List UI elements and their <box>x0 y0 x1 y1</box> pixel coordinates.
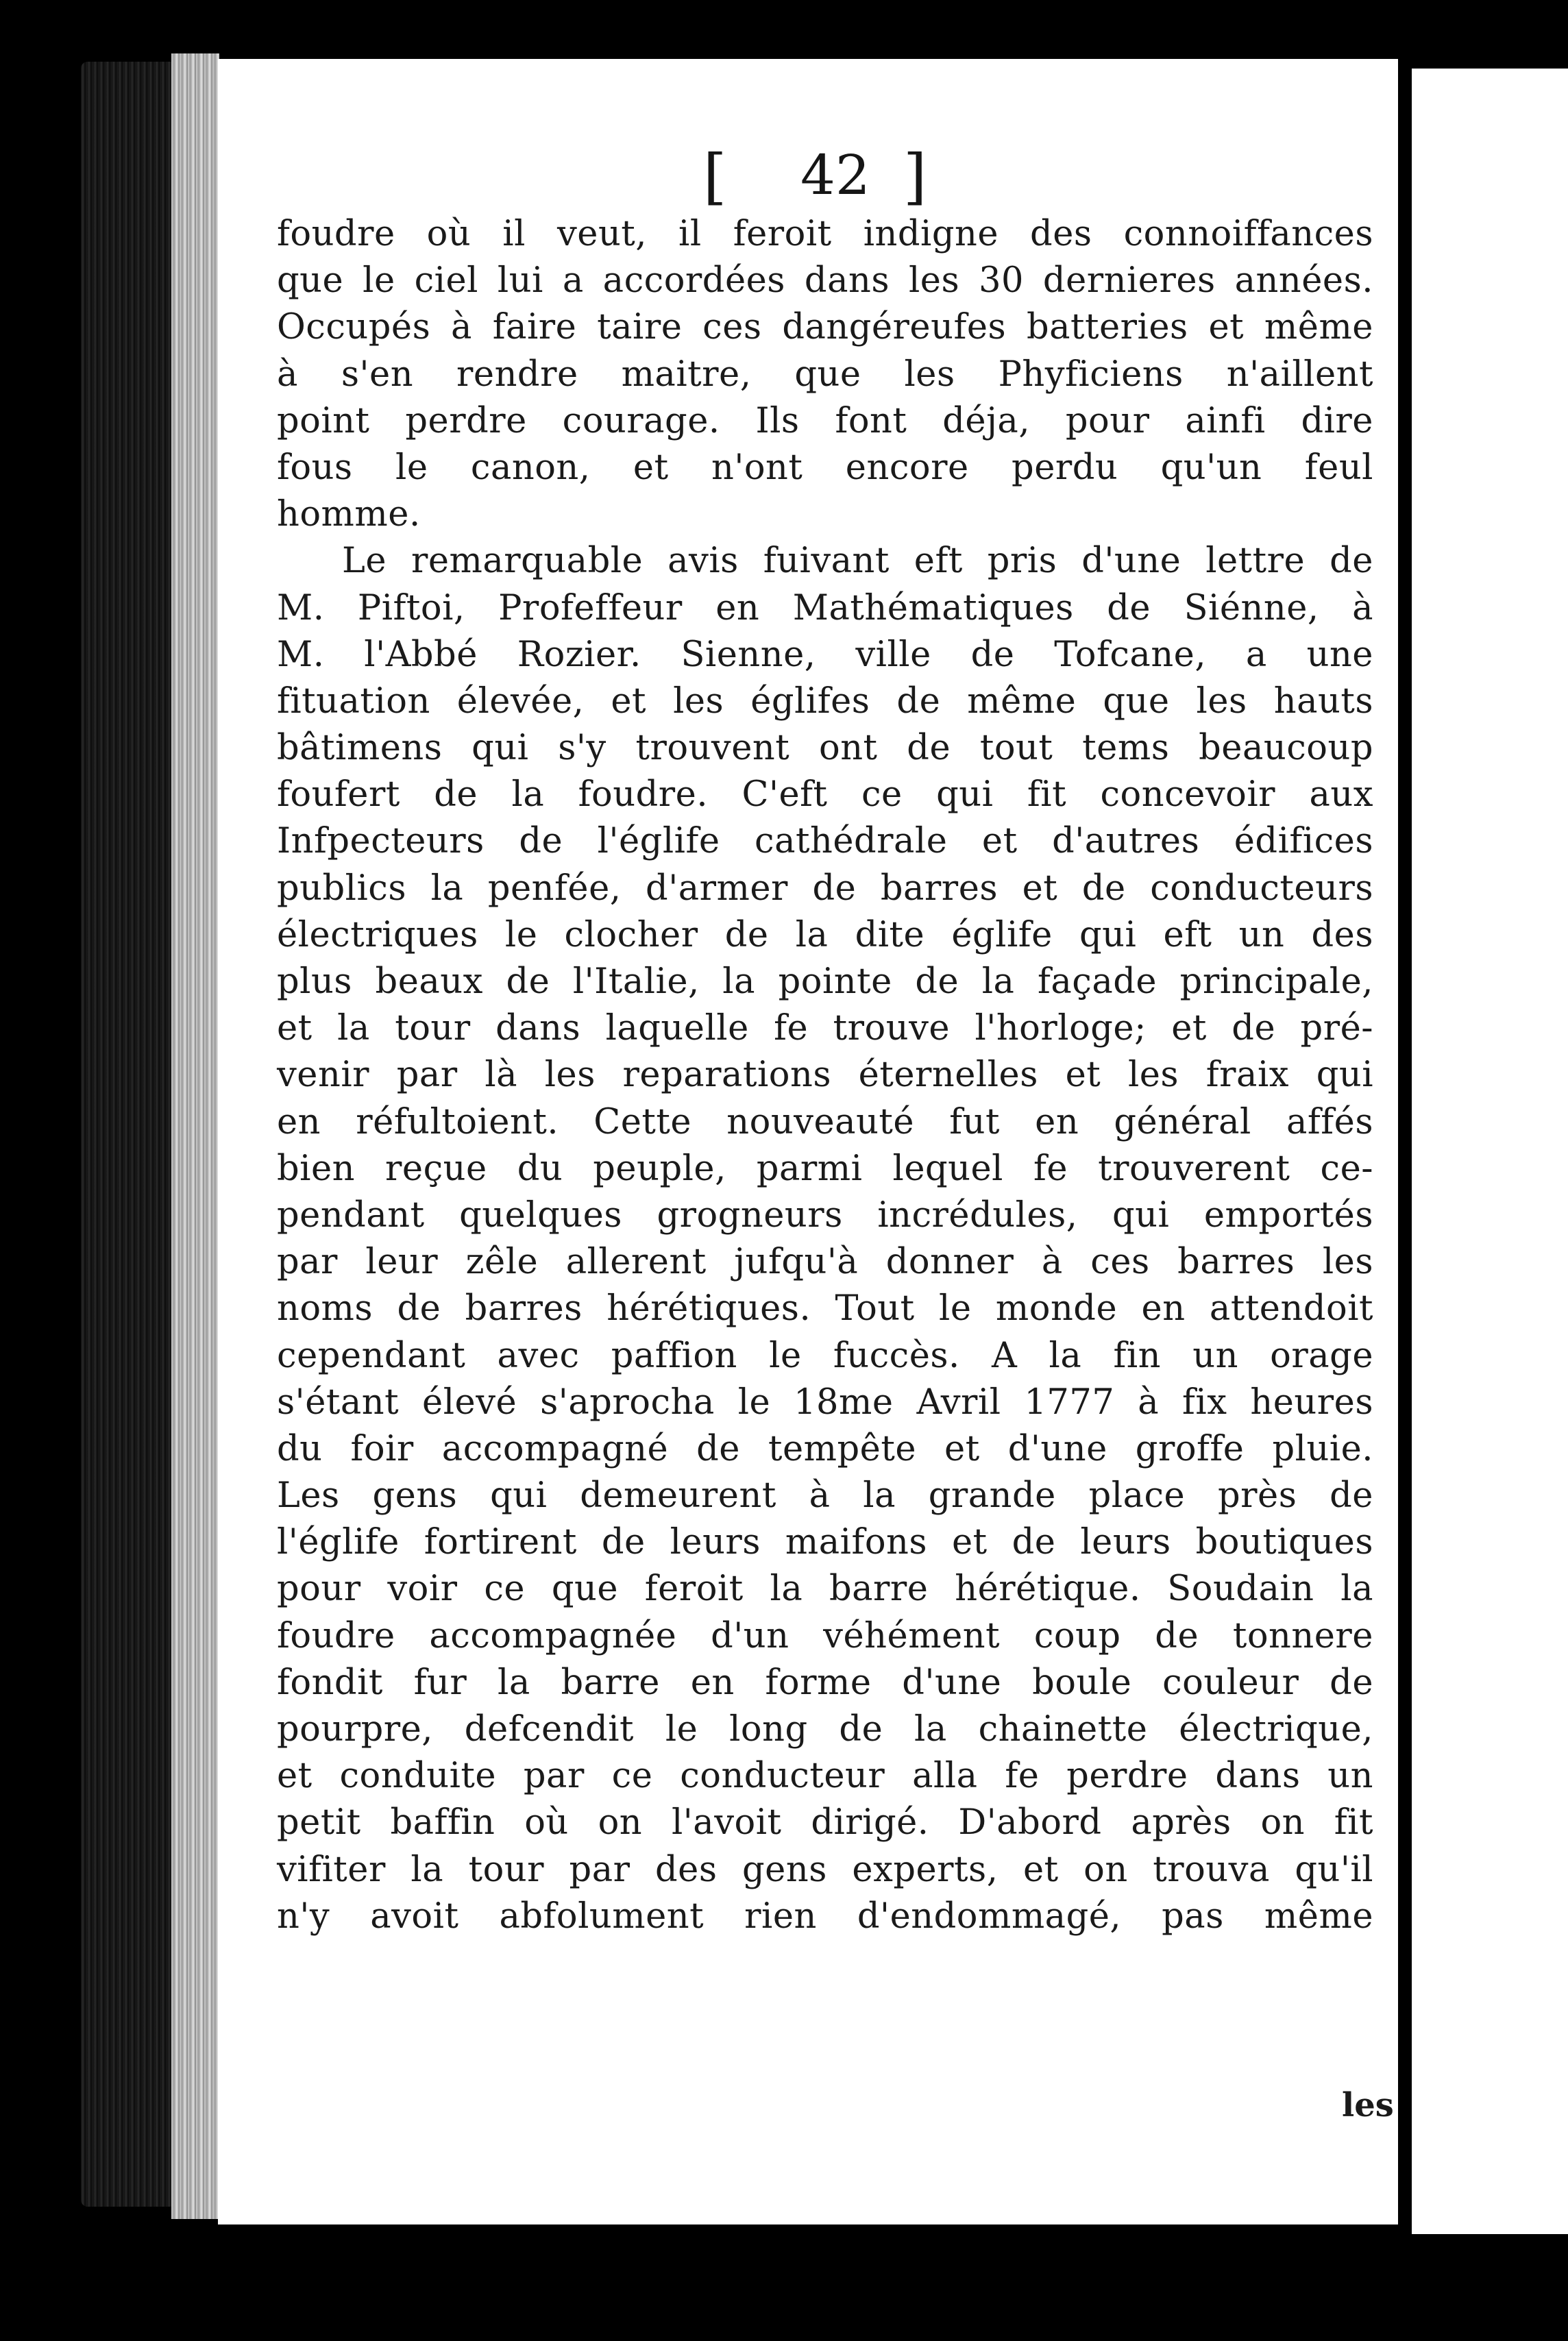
text-line: pendant quelques grogneurs incrédules, qui emportés <box>277 1194 1373 1236</box>
text-line: vifiter la tour par des gens experts, et on trouva qu'il <box>277 1849 1373 1890</box>
text-line: Infpecteurs de l'églife cathédrale et d'autres édifices <box>277 821 1373 862</box>
text-line: Les gens qui demeurent à la grande place près de <box>277 1475 1373 1517</box>
text-line: l'églife fortirent de leurs maifons et de leurs boutiques <box>277 1522 1373 1563</box>
text-line: cependant avec paffion le fuccès. A la fin un orage <box>277 1335 1373 1376</box>
text-line: pourpre, defcendit le long de la chainette électrique, <box>277 1709 1373 1750</box>
page-gutter <box>1398 62 1413 2241</box>
text-line: noms de barres hérétiques. Tout le monde en attendoit <box>277 1288 1373 1329</box>
text-line: pour voir ce que feroit la barre hérétique. Soudain la <box>277 1569 1373 1610</box>
text-line: fituation élevée, et les églifes de même que les hauts <box>277 681 1373 722</box>
text-line: et la tour dans laquelle fe trouve l'horloge; et de pré- <box>277 1008 1373 1049</box>
text-line: foudre où il veut, il feroit indigne des connoiffances <box>277 214 1373 254</box>
text-line: M. Piftoi, Profeffeur en Mathématiques de Siénne, à <box>277 587 1373 628</box>
paragraph-start-line: Le remarquable avis fuivant eft pris d'une lettre de <box>342 541 1373 582</box>
text-line: bâtimens qui s'y trouvent ont de tout tems beaucoup <box>277 728 1373 769</box>
text-line: en réfultoient. Cette nouveauté fut en général affés <box>277 1101 1373 1142</box>
text-line: n'y avoit abfolument rien d'endommagé, pas même <box>277 1896 1373 1937</box>
text-line: point perdre courage. Ils font déja, pour ainfi dire <box>277 400 1373 441</box>
text-line: et conduite par ce conducteur alla fe perdre dans un <box>277 1756 1373 1797</box>
text-line: du foir accompagné de tempête et d'une groffe pluie. <box>277 1428 1373 1469</box>
page-block-edges <box>171 53 219 2219</box>
text-line: électriques le clocher de la dite églife qui eft un des <box>277 914 1373 955</box>
text-line: par leur zêle allerent jufqu'à donner à ces barres les <box>277 1242 1373 1283</box>
text-line: Occupés à faire taire ces dangéreufes batteries et même <box>277 307 1373 348</box>
text-line: bien reçue du peuple, parmi lequel fe trouverent ce- <box>277 1148 1373 1189</box>
page-number-open-bracket: [ <box>703 141 727 212</box>
facing-page <box>1412 69 1568 2234</box>
text-line: petit baffin où on l'avoit dirigé. D'abord après on fit <box>277 1802 1373 1843</box>
page-number: 42 <box>800 143 870 207</box>
text-line: à s'en rendre maitre, que les Phyficiens n'aillent <box>277 354 1373 395</box>
page-header <box>218 133 1398 222</box>
text-line: que le ciel lui a accordées dans les 30 dernieres années. <box>277 260 1373 302</box>
text-line: fous le canon, et n'ont encore perdu qu'un feul <box>277 447 1373 488</box>
text-line: M. l'Abbé Rozier. Sienne, ville de Tofcane, a une <box>277 634 1373 675</box>
catchword: les <box>1342 2086 1394 2124</box>
page-number-close-bracket: ] <box>903 141 927 212</box>
text-line: fondit fur la barre en forme d'une boule couleur de <box>277 1662 1373 1703</box>
text-line: publics la penfée, d'armer de barres et de conducteurs <box>277 868 1373 909</box>
book-page <box>218 59 1398 2224</box>
body-text <box>277 211 1373 1940</box>
text-line: venir par là les reparations éternelles et les fraix qui <box>277 1055 1373 1096</box>
text-line: s'étant élevé s'aprocha le 18me Avril 1777 à fix heures <box>277 1382 1373 1423</box>
text-line: foudre accompagnée d'un véhément coup de tonnere <box>277 1615 1373 1656</box>
text-line: plus beaux de l'Italie, la pointe de la façade principale, <box>277 961 1373 1002</box>
text-line: homme. <box>277 494 421 535</box>
text-line: foufert de la foudre. C'eft ce qui fit concevoir aux <box>277 774 1373 816</box>
